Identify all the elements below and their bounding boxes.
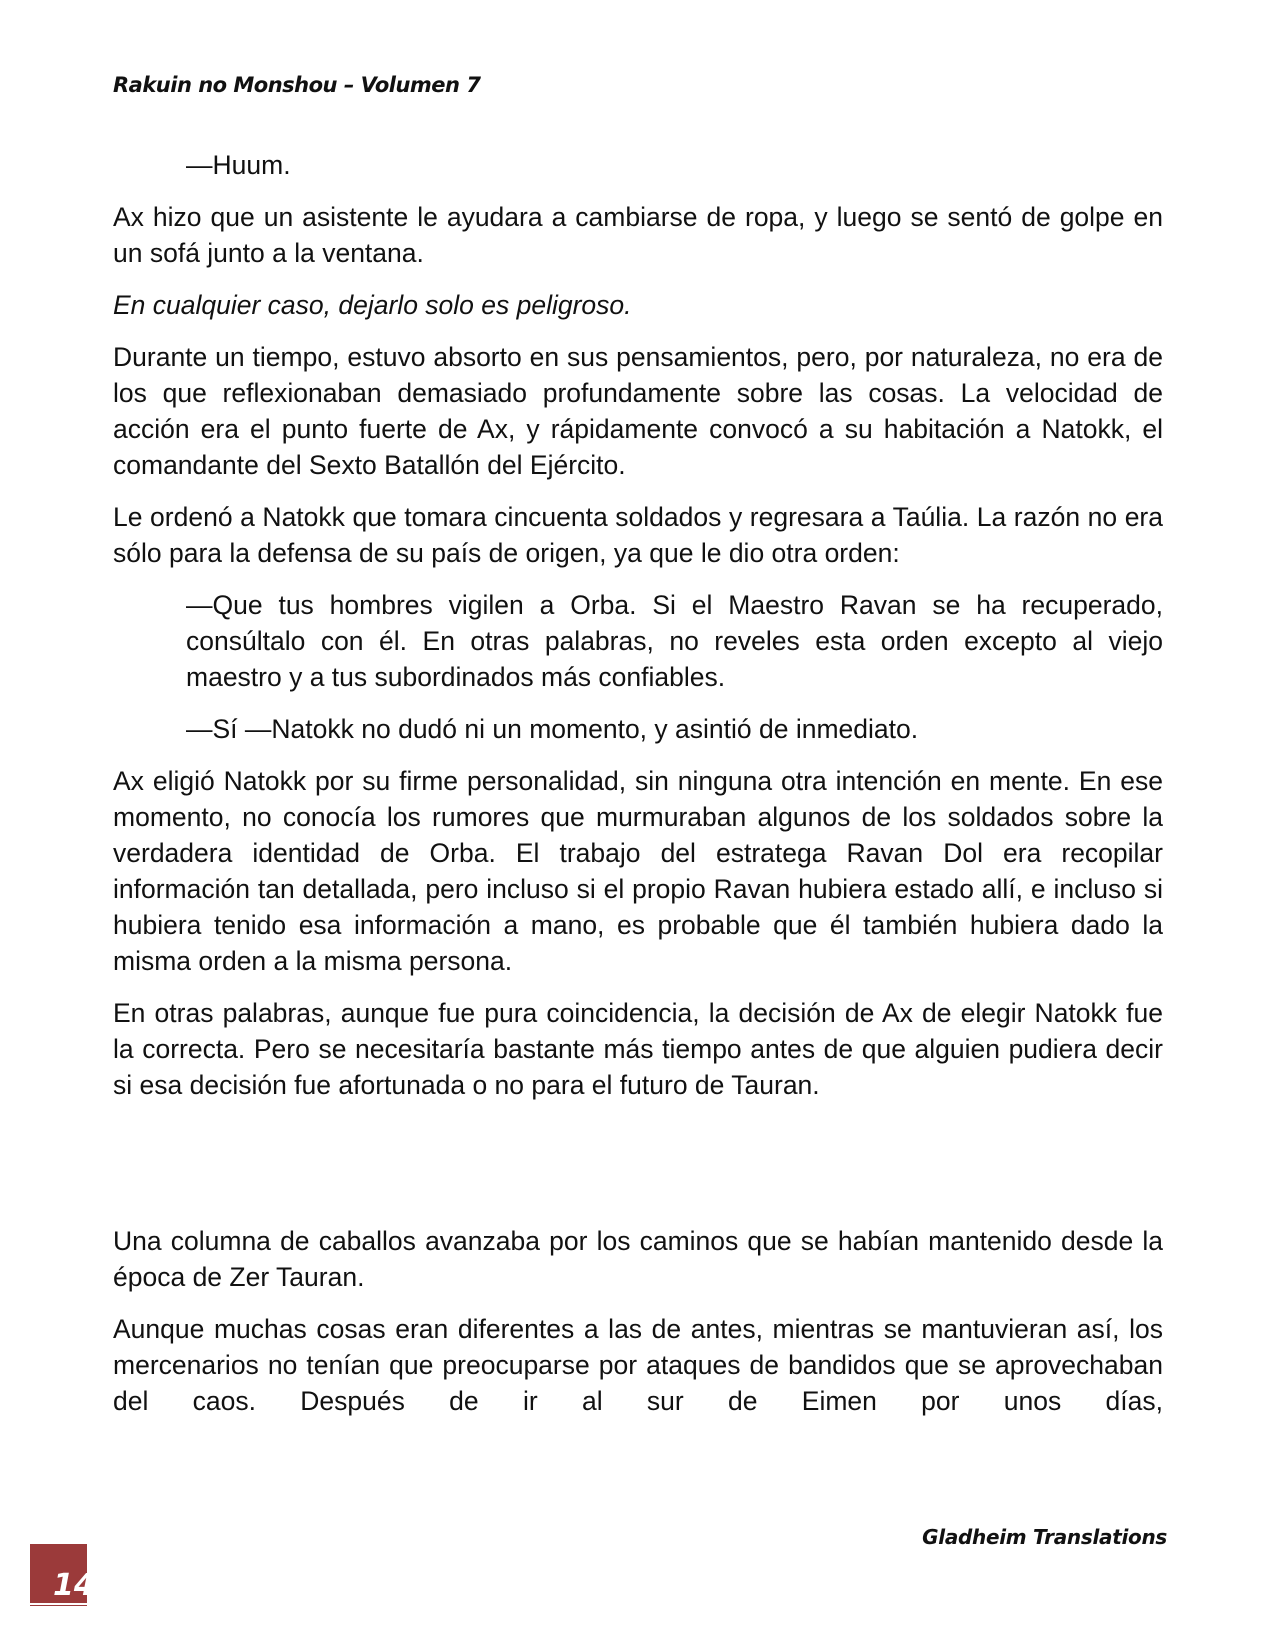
- book-title-header: Rakuin no Monshou – Volumen 7: [113, 73, 481, 97]
- translator-credit: Gladheim Translations: [922, 1525, 1167, 1549]
- paragraph-8: Ax eligió Natokk por su firme personalidad, sin ninguna otra intención en mente. En ese momento, no conocía los rumores que murmuraban algunos de los soldados sobre la verdadera identidad de Orba. El trabajo del estratega Ravan Dol era recopilar información tan detallada, pero incluso si el propio Ravan hubiera estado allí, e incluso si hubiera tenido esa información a mano, es probable que él también hubiera dado la misma orden a la misma persona.: [113, 766, 1163, 976]
- paragraph-2: Ax hizo que un asistente le ayudara a cambiarse de ropa, y luego se sentó de golpe en un sofá junto a la ventana.: [113, 202, 1163, 268]
- paragraph-4: Durante un tiempo, estuvo absorto en sus pensamientos, pero, por naturaleza, no era de los que reflexionaban demasiado profundamente sobre las cosas. La velocidad de acción era el punto fuerte de Ax, y rápidamente convocó a su habitación a Natokk, el comandante del Sexto Batallón del Ejército.: [113, 342, 1163, 480]
- paragraph-dialogue-1: —Huum.: [186, 150, 291, 180]
- paragraph-10: Una columna de caballos avanzaba por los caminos que se habían mantenido desde la época de Zer Tauran.: [113, 1226, 1163, 1292]
- paragraph-dialogue-7: —Sí —Natokk no dudó ni un momento, y asintió de inmediato.: [186, 714, 919, 744]
- paragraph-5: Le ordenó a Natokk que tomara cincuenta soldados y regresara a Taúlia. La razón no era sólo para la defensa de su país de origen, ya que le dio otra orden:: [113, 502, 1163, 568]
- paragraph-thought: En cualquier caso, dejarlo solo es peligroso.: [113, 290, 632, 320]
- paragraph-dialogue-6: —Que tus hombres vigilen a Orba. Si el Maestro Ravan se ha recuperado, consúltalo con él. En otras palabras, no reveles esta orden excepto al viejo maestro y a tus subordinados más confiables.: [186, 590, 1163, 692]
- page-number: 14: [53, 1568, 95, 1603]
- scene-break: [113, 1119, 1163, 1223]
- page-body: [113, 147, 1163, 1435]
- paragraph-9: En otras palabras, aunque fue pura coincidencia, la decisión de Ax de elegir Natokk fue la correcta. Pero se necesitaría bastante más tiempo antes de que alguien pudiera decir si esa decisión fue afortunada o no para el futuro de Tauran.: [113, 998, 1163, 1100]
- page-number-underline: [30, 1603, 87, 1605]
- paragraph-11: Aunque muchas cosas eran diferentes a las de antes, mientras se mantuvieran así, los mercenarios no tenían que preocuparse por ataques de bandidos que se aprovechaban del caos. Después de ir al sur de Eimen por unos días,: [113, 1314, 1163, 1416]
